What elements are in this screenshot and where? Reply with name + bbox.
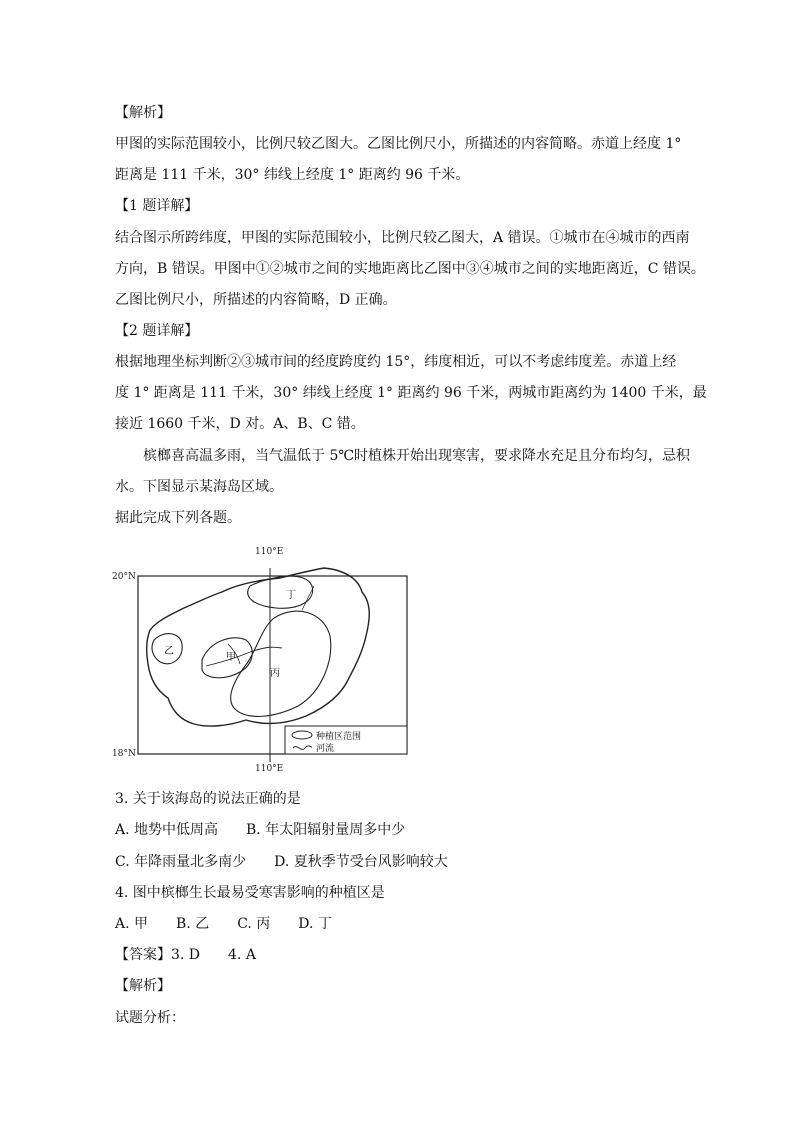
- label-area-yi: 乙: [164, 646, 174, 657]
- text-line: 距离是 111 千米，30° 纬线上经度 1° 距离约 96 千米。: [115, 167, 470, 183]
- question-3-stem: 3. 关于该海岛的说法正确的是: [115, 791, 301, 807]
- text-line: 方向，B 错误。甲图中①②城市之间的实地距离比乙图中③④城市之间的实地距离近，C 错误。: [115, 261, 705, 277]
- label-area-jia: 甲: [226, 652, 236, 663]
- analysis-start-line: 试题分析：: [115, 1010, 185, 1026]
- text-line: 水。下图显示某海岛区域。: [115, 479, 283, 495]
- legend-planting-label: 种植区范围: [316, 732, 362, 742]
- text-line: 乙图比例尺小，所描述的内容简略，D 正确。: [115, 292, 397, 308]
- planting-area-bing-outline: [231, 611, 331, 716]
- label-lon-bottom: 110°E: [255, 764, 284, 772]
- section-heading-q1: 【1 题详解】: [115, 198, 199, 214]
- label-area-ding: 丁: [286, 590, 296, 601]
- text-line: 度 1° 距离是 111 千米，30° 纬线上经度 1° 距离约 96 千米，两城市距离约为 1400 千米，最: [115, 385, 707, 401]
- question-4-stem: 4. 图中槟榔生长最易受寒害影响的种植区是: [115, 885, 385, 901]
- label-lat-bottom: 18°N: [112, 749, 136, 759]
- question-4-options: A. 甲 B. 乙 C. 丙 D. 丁: [115, 916, 332, 932]
- label-area-bing: 丙: [270, 668, 280, 679]
- text-line: 甲图的实际范围较小，比例尺较乙图大。乙图比例尺小，所描述的内容简略。赤道上经度 1°: [115, 136, 682, 152]
- river-line: [302, 586, 314, 610]
- question-3-options-ab: A. 地势中低周高 B. 年太阳辐射量周多中少: [115, 822, 406, 838]
- answer-line: 【答案】3. D 4. A: [115, 947, 256, 963]
- text-line: 结合图示所跨纬度，甲图的实际范围较小，比例尺较乙图大，A 错误。①城市在④城市的西南: [115, 230, 690, 246]
- intro-paragraph: 槟榔喜高温多雨，当气温低于 5℃时植株开始出现寒害，要求降水充足且分布均匀，忌积: [143, 448, 691, 464]
- text-line: 接近 1660 千米，D 对。A、B、C 错。: [115, 416, 365, 432]
- section-heading-analysis: 【解析】: [115, 105, 171, 121]
- legend-river-label: 河流: [316, 744, 335, 754]
- section-heading-q2: 【2 题详解】: [115, 323, 199, 339]
- island-map-figure: [110, 540, 410, 772]
- text-line: 根据地理坐标判断②③城市间的经度跨度约 15°，纬度相近，可以不考虑纬度差。赤道上经: [115, 354, 677, 370]
- island-outline: [147, 568, 370, 726]
- river-line: [206, 647, 282, 666]
- section-heading-analysis-2: 【解析】: [115, 978, 171, 994]
- label-lon-top: 110°E: [255, 547, 284, 557]
- label-lat-top: 20°N: [112, 572, 136, 582]
- question-3-options-cd: C. 年降雨量北多南少 D. 夏秋季节受台风影响较大: [115, 854, 448, 870]
- instruction-line: 据此完成下列各题。: [115, 510, 241, 526]
